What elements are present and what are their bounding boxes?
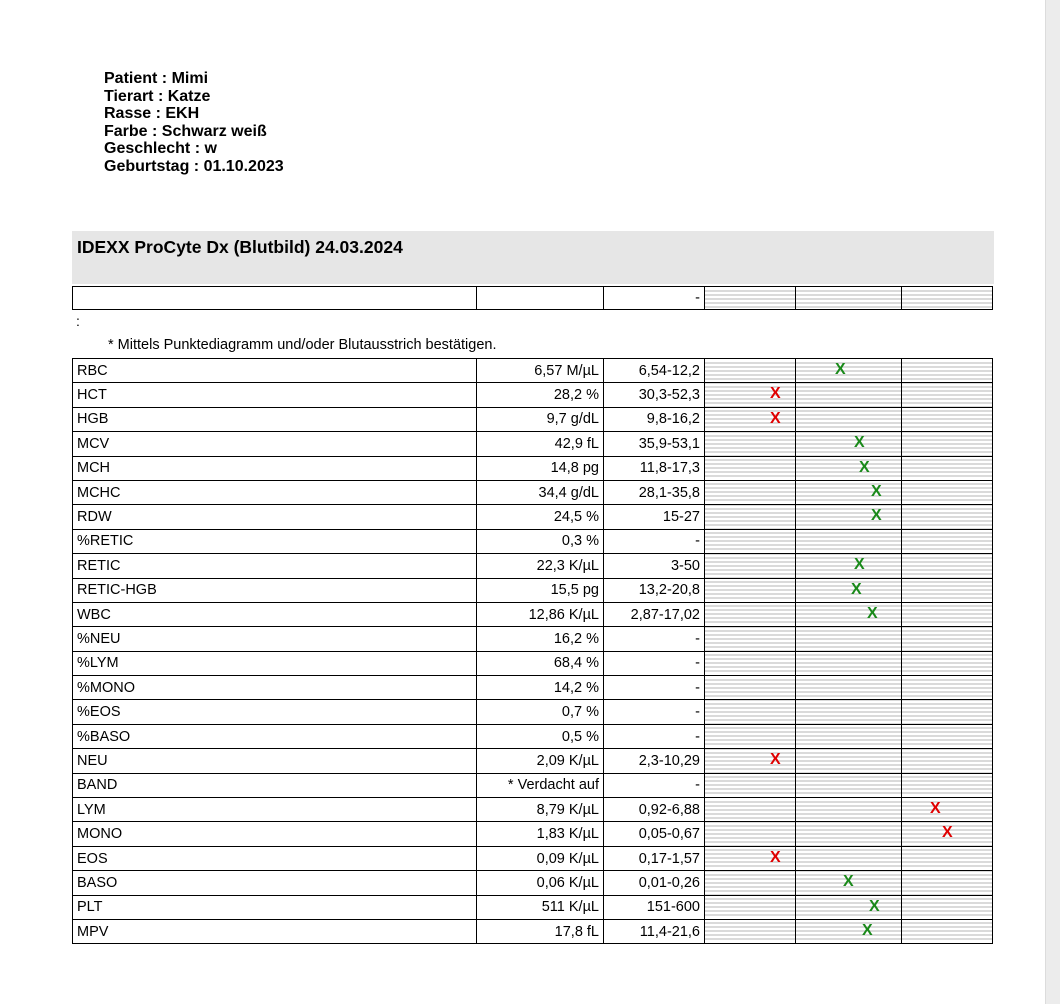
parameter-name: MCHC xyxy=(73,480,477,504)
table-row xyxy=(73,383,993,407)
range-bar-high xyxy=(902,602,993,626)
table-row xyxy=(73,480,993,504)
colon-label: : xyxy=(76,313,80,329)
results-body xyxy=(73,359,993,944)
result-value: 0,09 K/µL xyxy=(477,846,604,870)
parameter-name: RBC xyxy=(73,359,477,383)
reference-range: - xyxy=(604,651,705,675)
range-bar-normal xyxy=(796,359,902,383)
table-row xyxy=(73,724,993,748)
range-bar-normal xyxy=(796,287,902,310)
result-value: 6,57 M/µL xyxy=(477,359,604,383)
blank-name-cell xyxy=(73,287,477,310)
table-row xyxy=(73,627,993,651)
result-value: 12,86 K/µL xyxy=(477,602,604,626)
parameter-name: %BASO xyxy=(73,724,477,748)
result-value: 16,2 % xyxy=(477,627,604,651)
table-row xyxy=(73,359,993,383)
result-marker: X xyxy=(851,580,862,598)
parameter-name: PLT xyxy=(73,895,477,919)
reference-range: - xyxy=(604,724,705,748)
result-marker: X xyxy=(859,458,870,476)
table-row xyxy=(73,846,993,870)
range-bar-high xyxy=(902,505,993,529)
table-row xyxy=(73,407,993,431)
range-bar-normal xyxy=(796,602,902,626)
parameter-name: LYM xyxy=(73,798,477,822)
range-bar-low xyxy=(705,529,796,553)
result-value: 24,5 % xyxy=(477,505,604,529)
table-row xyxy=(73,700,993,724)
result-value: 9,7 g/dL xyxy=(477,407,604,431)
result-value: 0,06 K/µL xyxy=(477,871,604,895)
confirmation-note: * Mittels Punktediagramm und/oder Blutausstrich bestätigen. xyxy=(108,337,497,353)
reference-range: 151-600 xyxy=(604,895,705,919)
range-bar-normal xyxy=(796,432,902,456)
range-bar-low xyxy=(705,700,796,724)
range-bar-high xyxy=(902,919,993,943)
blank-reference-cell: - xyxy=(604,287,705,310)
patient-breed: Rasse : EKH xyxy=(104,105,200,123)
range-bar-normal xyxy=(796,749,902,773)
range-bar-low xyxy=(705,480,796,504)
patient-sex: Geschlecht : w xyxy=(104,140,217,158)
parameter-name: MCV xyxy=(73,432,477,456)
parameter-name: %EOS xyxy=(73,700,477,724)
range-bar-low xyxy=(705,871,796,895)
range-bar-high xyxy=(902,383,993,407)
range-bar-high xyxy=(902,627,993,651)
parameter-name: RDW xyxy=(73,505,477,529)
parameter-name: BAND xyxy=(73,773,477,797)
result-marker: X xyxy=(854,556,865,574)
result-value: 28,2 % xyxy=(477,383,604,407)
range-bar-low xyxy=(705,676,796,700)
reference-range: - xyxy=(604,700,705,724)
range-bar-high xyxy=(902,846,993,870)
range-bar-high xyxy=(902,676,993,700)
result-marker: X xyxy=(770,751,781,769)
range-bar-low xyxy=(705,798,796,822)
result-marker: X xyxy=(930,800,941,818)
range-bar-normal xyxy=(796,798,902,822)
range-bar-high xyxy=(902,822,993,846)
result-value: 68,4 % xyxy=(477,651,604,675)
report-title: IDEXX ProCyte Dx (Blutbild) 24.03.2024 xyxy=(77,237,403,257)
reference-range: 6,54-12,2 xyxy=(604,359,705,383)
reference-range: 15-27 xyxy=(604,505,705,529)
report-header xyxy=(72,231,994,284)
range-bar-normal xyxy=(796,846,902,870)
parameter-name: RETIC xyxy=(73,554,477,578)
result-value: 17,8 fL xyxy=(477,919,604,943)
reference-range: 2,87-17,02 xyxy=(604,602,705,626)
result-value: 8,79 K/µL xyxy=(477,798,604,822)
table-row xyxy=(73,287,993,310)
range-bar-high xyxy=(902,554,993,578)
range-bar-normal xyxy=(796,676,902,700)
range-bar-low xyxy=(705,554,796,578)
reference-range: 0,01-0,26 xyxy=(604,871,705,895)
range-bar-normal xyxy=(796,773,902,797)
range-bar-normal xyxy=(796,627,902,651)
table-row xyxy=(73,919,993,943)
parameter-name: RETIC-HGB xyxy=(73,578,477,602)
range-bar-high xyxy=(902,651,993,675)
range-bar-normal xyxy=(796,383,902,407)
range-bar-low xyxy=(705,627,796,651)
result-marker: X xyxy=(843,873,854,891)
range-bar-low xyxy=(705,602,796,626)
range-bar-normal xyxy=(796,407,902,431)
range-bar-high xyxy=(902,407,993,431)
range-bar-normal xyxy=(796,700,902,724)
result-marker: X xyxy=(871,482,882,500)
table-row xyxy=(73,676,993,700)
range-bar-low xyxy=(705,359,796,383)
range-bar-low xyxy=(705,749,796,773)
range-bar-low xyxy=(705,773,796,797)
range-bar-normal xyxy=(796,724,902,748)
reference-range: 0,17-1,57 xyxy=(604,846,705,870)
range-bar-high xyxy=(902,578,993,602)
result-marker: X xyxy=(770,385,781,403)
table-row xyxy=(73,895,993,919)
range-bar-low xyxy=(705,822,796,846)
reference-range: - xyxy=(604,529,705,553)
range-bar-high xyxy=(902,287,993,310)
range-bar-normal xyxy=(796,505,902,529)
result-value: 0,3 % xyxy=(477,529,604,553)
parameter-name: %NEU xyxy=(73,627,477,651)
range-bar-high xyxy=(902,529,993,553)
result-value: 511 K/µL xyxy=(477,895,604,919)
range-bar-low xyxy=(705,895,796,919)
result-marker: X xyxy=(835,361,846,378)
range-bar-normal xyxy=(796,578,902,602)
result-value: 22,3 K/µL xyxy=(477,554,604,578)
table-row xyxy=(73,822,993,846)
parameter-name: %MONO xyxy=(73,676,477,700)
range-bar-high xyxy=(902,871,993,895)
result-marker: X xyxy=(869,897,880,915)
result-value: 14,2 % xyxy=(477,676,604,700)
result-marker: X xyxy=(867,604,878,622)
range-bar-high xyxy=(902,895,993,919)
reference-range: - xyxy=(604,773,705,797)
result-value: * Verdacht auf xyxy=(477,773,604,797)
result-value: 42,9 fL xyxy=(477,432,604,456)
parameter-name: MONO xyxy=(73,822,477,846)
parameter-name: EOS xyxy=(73,846,477,870)
table-row xyxy=(73,578,993,602)
reference-range: 35,9-53,1 xyxy=(604,432,705,456)
range-bar-high xyxy=(902,456,993,480)
range-bar-low xyxy=(705,505,796,529)
range-bar-low xyxy=(705,456,796,480)
reference-range: - xyxy=(604,676,705,700)
range-bar-high xyxy=(902,480,993,504)
reference-range: 28,1-35,8 xyxy=(604,480,705,504)
range-bar-low xyxy=(705,651,796,675)
patient-name: Patient : Mimi xyxy=(104,70,209,87)
result-marker: X xyxy=(770,848,781,866)
parameter-name: NEU xyxy=(73,749,477,773)
reference-range: 13,2-20,8 xyxy=(604,578,705,602)
range-bar-low xyxy=(705,287,796,310)
range-bar-high xyxy=(902,359,993,383)
parameter-name: MPV xyxy=(73,919,477,943)
reference-range: 9,8-16,2 xyxy=(604,407,705,431)
result-value: 0,5 % xyxy=(477,724,604,748)
range-bar-low xyxy=(705,407,796,431)
range-bar-normal xyxy=(796,554,902,578)
parameter-name: HCT xyxy=(73,383,477,407)
range-bar-low xyxy=(705,383,796,407)
parameter-name: MCH xyxy=(73,456,477,480)
reference-range: 30,3-52,3 xyxy=(604,383,705,407)
reference-range: 11,4-21,6 xyxy=(604,919,705,943)
result-value: 1,83 K/µL xyxy=(477,822,604,846)
table-row xyxy=(73,773,993,797)
range-bar-normal xyxy=(796,480,902,504)
result-marker: X xyxy=(942,824,953,842)
patient-birthday: Geburtstag : 01.10.2023 xyxy=(104,157,284,175)
patient-color: Farbe : Schwarz weiß xyxy=(104,122,267,140)
parameter-name: %RETIC xyxy=(73,529,477,553)
range-bar-high xyxy=(902,700,993,724)
result-value: 0,7 % xyxy=(477,700,604,724)
blank-result-row-table xyxy=(72,286,993,310)
reference-range: - xyxy=(604,627,705,651)
range-bar-high xyxy=(902,432,993,456)
range-bar-normal xyxy=(796,651,902,675)
range-bar-low xyxy=(705,578,796,602)
range-bar-high xyxy=(902,798,993,822)
range-bar-high xyxy=(902,749,993,773)
parameter-name: BASO xyxy=(73,871,477,895)
window-right-edge xyxy=(1045,0,1060,1004)
table-row xyxy=(73,505,993,529)
table-row xyxy=(73,749,993,773)
reference-range: 11,8-17,3 xyxy=(604,456,705,480)
range-bar-normal xyxy=(796,456,902,480)
parameter-name: HGB xyxy=(73,407,477,431)
result-marker: X xyxy=(770,409,781,427)
patient-info xyxy=(104,70,284,176)
table-row xyxy=(73,432,993,456)
reference-range: 3-50 xyxy=(604,554,705,578)
parameter-name: WBC xyxy=(73,602,477,626)
range-bar-normal xyxy=(796,895,902,919)
blank-value-cell xyxy=(477,287,604,310)
table-row xyxy=(73,651,993,675)
result-marker: X xyxy=(854,434,865,452)
range-bar-high xyxy=(902,724,993,748)
result-value: 15,5 pg xyxy=(477,578,604,602)
parameter-name: %LYM xyxy=(73,651,477,675)
range-bar-low xyxy=(705,846,796,870)
result-marker: X xyxy=(871,507,882,525)
reference-range: 0,92-6,88 xyxy=(604,798,705,822)
result-value: 34,4 g/dL xyxy=(477,480,604,504)
table-row xyxy=(73,554,993,578)
result-value: 2,09 K/µL xyxy=(477,749,604,773)
range-bar-high xyxy=(902,773,993,797)
result-marker: X xyxy=(862,921,873,939)
reference-range: 0,05-0,67 xyxy=(604,822,705,846)
results-table xyxy=(72,358,993,944)
table-row xyxy=(73,529,993,553)
patient-species: Tierart : Katze xyxy=(104,87,211,105)
table-row xyxy=(73,456,993,480)
table-row xyxy=(73,871,993,895)
range-bar-normal xyxy=(796,871,902,895)
result-value: 14,8 pg xyxy=(477,456,604,480)
range-bar-low xyxy=(705,724,796,748)
range-bar-normal xyxy=(796,529,902,553)
range-bar-normal xyxy=(796,822,902,846)
range-bar-low xyxy=(705,919,796,943)
range-bar-low xyxy=(705,432,796,456)
reference-range: 2,3-10,29 xyxy=(604,749,705,773)
table-row xyxy=(73,798,993,822)
table-row xyxy=(73,602,993,626)
range-bar-normal xyxy=(796,919,902,943)
